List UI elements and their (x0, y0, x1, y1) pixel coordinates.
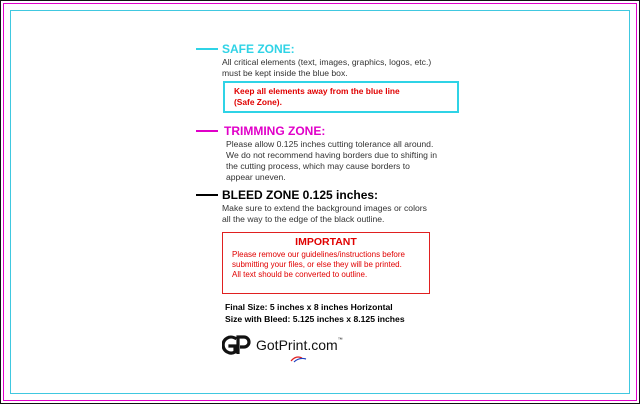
trimming-zone-line-4: appear uneven. (226, 172, 286, 182)
partner-badge-icon (290, 355, 308, 363)
bleed-zone-line-2: all the way to the edge of the black outline. (222, 214, 385, 224)
trimming-zone-line-2: We do not recommend having borders due to shifting in (226, 150, 437, 160)
bleed-zone-text (222, 203, 427, 225)
gotprint-logo-text: GotPrint.com™ (256, 337, 343, 353)
safe-zone-dash (196, 48, 218, 50)
important-notice-box (222, 232, 430, 294)
important-line-2: submitting your files, or else they will be printed. (232, 260, 402, 269)
final-size-text: Final Size: 5 inches x 8 inches Horizontal (225, 302, 393, 312)
bleed-zone-title: BLEED ZONE 0.125 inches: (222, 188, 379, 202)
trimming-zone-line-1: Please allow 0.125 inches cutting tolerance all around. (226, 139, 434, 149)
important-line-1: Please remove our guidelines/instructions before (232, 250, 405, 259)
trimming-zone-dash (196, 130, 218, 132)
safe-zone-text (222, 57, 431, 79)
trimming-zone-title: TRIMMING ZONE: (224, 124, 326, 138)
trimming-zone-line-3: the cutting process, which may cause borders to (226, 161, 410, 171)
safe-zone-line-2: must be kept inside the blue box. (222, 68, 348, 78)
bleed-zone-line-1: Make sure to extend the background images or colors (222, 203, 427, 213)
bleed-zone-dash (196, 194, 218, 196)
gotprint-logo-icon (222, 334, 252, 356)
safe-zone-line-1: All critical elements (text, images, graphics, logos, etc.) (222, 57, 432, 67)
important-title: IMPORTANT (295, 236, 357, 248)
gotprint-logo (222, 334, 343, 356)
bleed-size-text: Size with Bleed: 5.125 inches x 8.125 inches (225, 314, 405, 324)
safe-zone-warning-line-1: Keep all elements away from the blue line (234, 86, 400, 96)
safe-zone-warning-line-2: (Safe Zone). (234, 97, 282, 107)
safe-zone-warning-box (223, 81, 459, 113)
safe-zone-title: SAFE ZONE: (222, 42, 295, 56)
trimming-zone-text (226, 139, 437, 183)
important-line-3: All text should be converted to outline. (232, 270, 368, 279)
